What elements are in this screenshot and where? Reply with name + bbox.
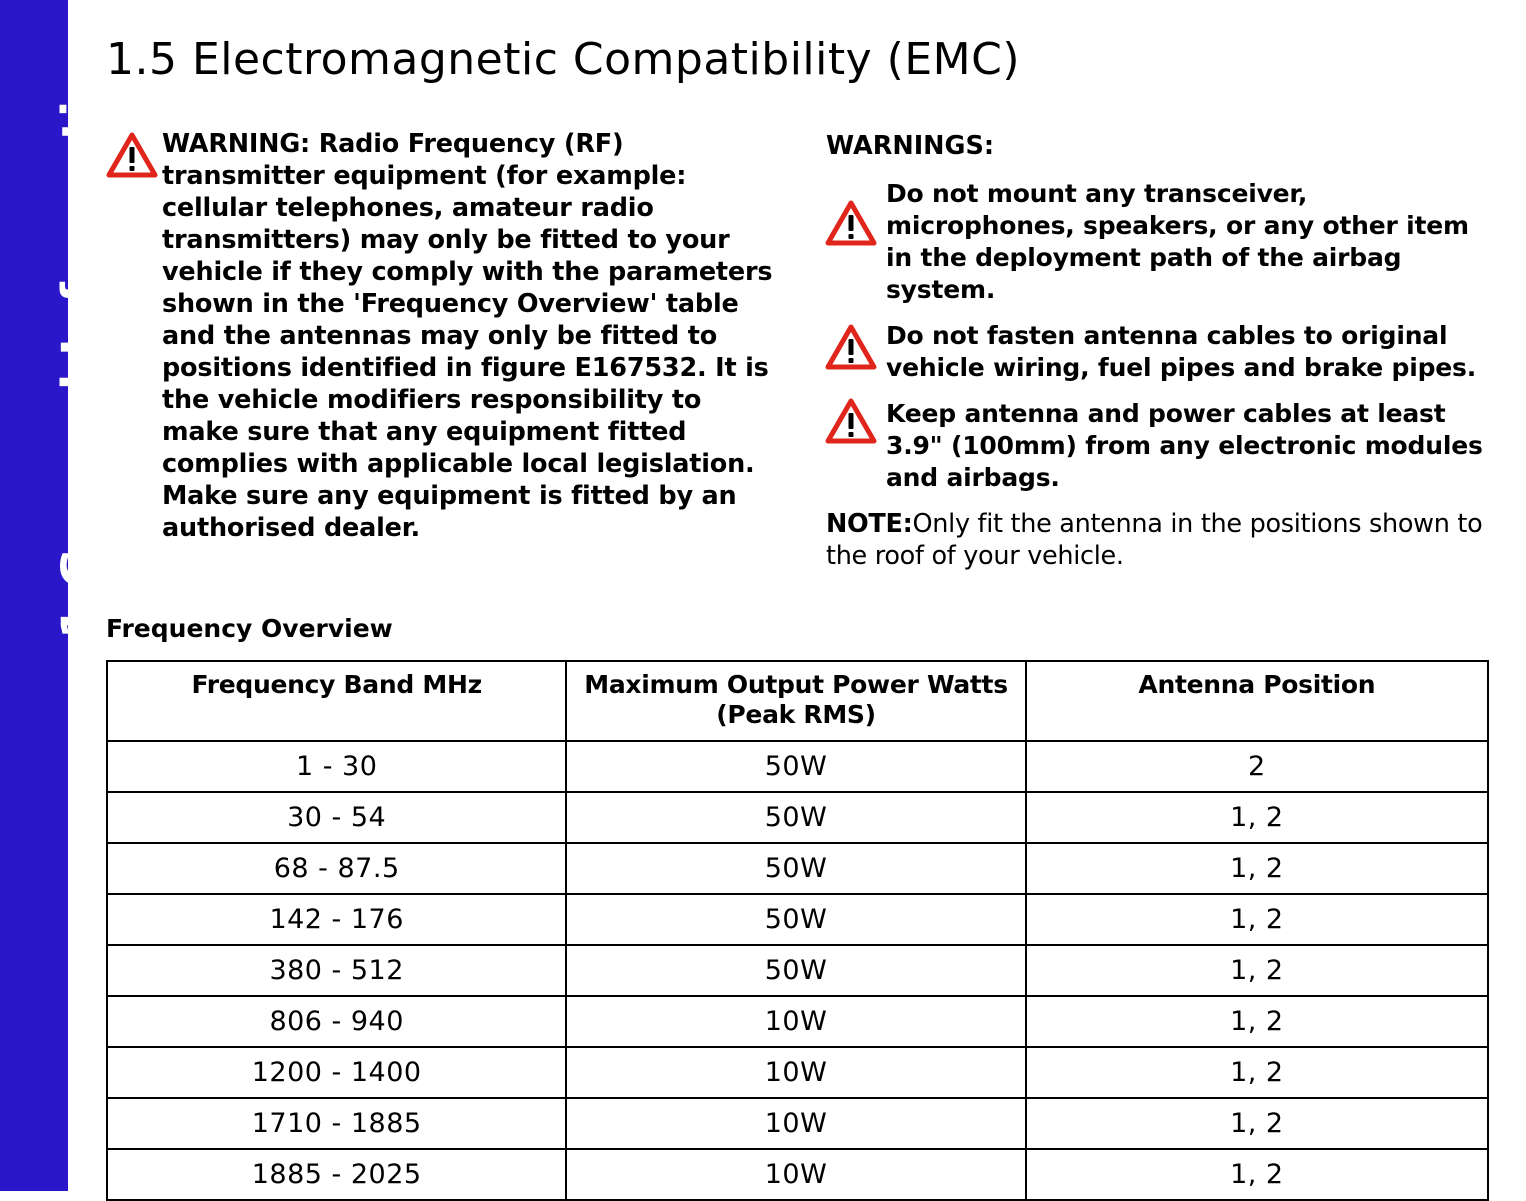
table-row xyxy=(107,894,1488,945)
warning-triangle-icon xyxy=(824,320,886,370)
position-cell: 1, 2 xyxy=(1026,792,1488,843)
position-cell: 1, 2 xyxy=(1026,945,1488,996)
warning-item-text: Do not fasten antenna cables to original vehicle wiring, fuel pipes and brake pipes. xyxy=(886,321,1476,382)
chapter-label: 1 General Information xyxy=(52,32,108,640)
warning-item-text: Do not mount any transceiver, microphones, speakers, or any other item in the deployment path of the airbag system. xyxy=(886,179,1469,304)
frequency-table xyxy=(106,660,1489,1201)
warning-triangle-icon xyxy=(824,398,886,444)
power-cell: 10W xyxy=(566,1149,1025,1200)
position-cell: 1, 2 xyxy=(1026,894,1488,945)
warnings-heading: WARNINGS: xyxy=(826,131,995,161)
position-cell: 1, 2 xyxy=(1026,1047,1488,1098)
position-cell: 1, 2 xyxy=(1026,843,1488,894)
warning-item xyxy=(824,320,1496,384)
frequency-cell: 1200 - 1400 xyxy=(107,1047,566,1098)
table-row xyxy=(107,792,1488,843)
position-cell: 1, 2 xyxy=(1026,996,1488,1047)
page-title: 1.5 Electromagnetic Compatibility (EMC) xyxy=(106,34,1020,85)
table-row xyxy=(107,1149,1488,1200)
frequency-cell: 1885 - 2025 xyxy=(107,1149,566,1200)
table-row xyxy=(107,843,1488,894)
rf-warning-text: WARNING: Radio Frequency (RF) transmitter equipment (for example: cellular telephones, amateur radio transmitters) may only be fitted to your vehicle if they comply with the parameters shown in the 'Frequency Overview' table and the antennas may only be fitted to positions identified in figure E167532. It is the vehicle modifiers responsibility to make sure that any equipment fitted complies with applicable local legislation. Make sure any equipment is fitted by an authorised dealer. xyxy=(162,129,773,543)
warning-triangle-icon xyxy=(106,128,162,178)
frequency-cell: 142 - 176 xyxy=(107,894,566,945)
warning-triangle-icon xyxy=(824,178,886,246)
power-cell: 10W xyxy=(566,996,1025,1047)
power-cell: 10W xyxy=(566,1098,1025,1149)
warning-item xyxy=(824,398,1496,494)
warning-item xyxy=(824,178,1496,306)
power-cell: 10W xyxy=(566,1047,1025,1098)
table-row xyxy=(107,1098,1488,1149)
note-text: Only fit the antenna in the positions shown to the roof of your vehicle. xyxy=(826,509,1483,571)
warnings-section xyxy=(826,130,1496,572)
header-max-output-power: Maximum Output Power Watts (Peak RMS) xyxy=(566,661,1025,741)
power-cell: 50W xyxy=(566,843,1025,894)
power-cell: 50W xyxy=(566,894,1025,945)
frequency-cell: 68 - 87.5 xyxy=(107,843,566,894)
table-header-row xyxy=(107,661,1488,741)
frequency-cell: 1 - 30 xyxy=(107,741,566,792)
header-frequency-band: Frequency Band MHz xyxy=(107,661,566,741)
table-row xyxy=(107,996,1488,1047)
table-title: Frequency Overview xyxy=(106,614,393,643)
note xyxy=(826,508,1496,572)
table-row xyxy=(107,1047,1488,1098)
position-cell: 1, 2 xyxy=(1026,1149,1488,1200)
power-cell: 50W xyxy=(566,945,1025,996)
frequency-cell: 30 - 54 xyxy=(107,792,566,843)
table-row xyxy=(107,741,1488,792)
position-cell: 1, 2 xyxy=(1026,1098,1488,1149)
note-label: NOTE: xyxy=(826,509,913,539)
position-cell: 2 xyxy=(1026,741,1488,792)
header-antenna-position: Antenna Position xyxy=(1026,661,1488,741)
warning-item-text: Keep antenna and power cables at least 3.9" (100mm) from any electronic modules and airbags. xyxy=(886,399,1483,492)
table-row xyxy=(107,945,1488,996)
frequency-cell: 380 - 512 xyxy=(107,945,566,996)
rf-warning xyxy=(106,128,776,544)
chapter-sidebar xyxy=(0,0,108,1191)
power-cell: 50W xyxy=(566,792,1025,843)
frequency-cell: 1710 - 1885 xyxy=(107,1098,566,1149)
power-cell: 50W xyxy=(566,741,1025,792)
frequency-cell: 806 - 940 xyxy=(107,996,566,1047)
